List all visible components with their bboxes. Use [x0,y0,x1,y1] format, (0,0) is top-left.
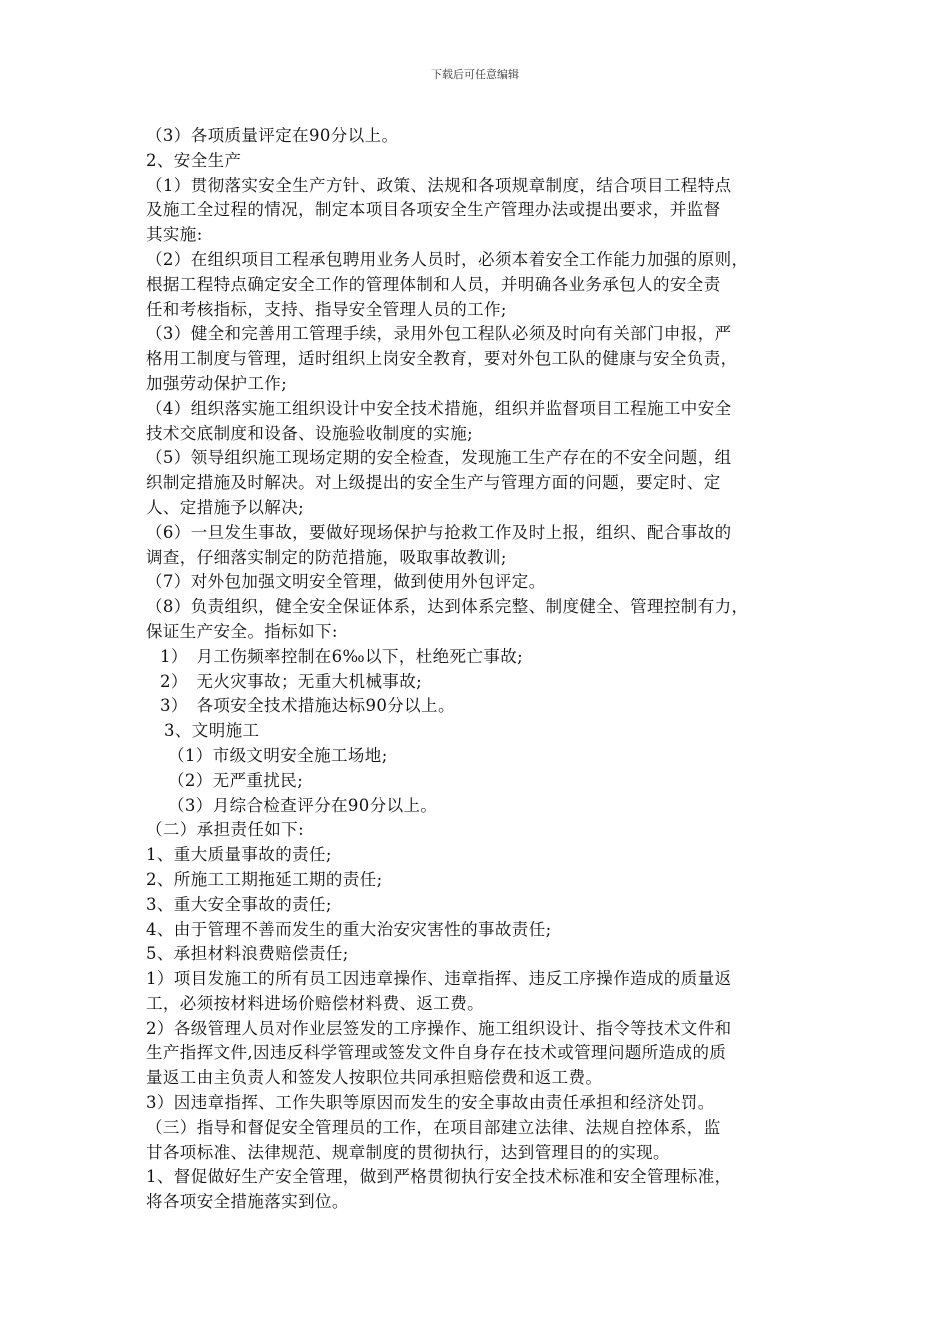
list-item: 5、承担材料浪费赔偿责任; [146,944,349,964]
list-item: 2、所施工工期拖延工期的责任; [146,869,383,889]
text-line: （6）一旦发生事故，要做好现场保护与抢救工作及时上报，组织、配合事故的 [146,522,732,542]
text-line: 加强劳动保护工作; [146,373,288,393]
text-line: 将各项安全措施落实到位。 [146,1192,349,1212]
text-line: 其实施: [146,225,203,245]
section-heading: 2、安全生产 [146,150,242,170]
text-line: （3）健全和完善用工管理手续，录用外包工程队必须及时向有关部门申报，严 [146,324,732,344]
text-line: 根据工程特点确定安全工作的管理体制和人员，并明确各业务承包人的安全责 [146,274,721,294]
text-line: 任和考核指标，支持、指导安全管理人员的工作; [146,299,507,319]
section-heading: 3、文明施工 [164,721,260,741]
text-line: 及施工全过程的情况，制定本项目各项安全生产管理办法或提出要求，并监督 [146,200,721,220]
text-line: 人、定措施予以解决; [146,497,305,517]
page-header: 下载后可任意编辑 [431,68,519,81]
text-line: 量返工由主负责人和签发人按职位共同承担赔偿费和返工费。 [146,1068,603,1088]
list-item: 1、重大质量事故的责任; [146,845,332,865]
section-heading: （三）指导和督促安全管理员的工作，在项目部建立法律、法规自控体系，监 [146,1117,721,1137]
text-line: （1）贯彻落实安全生产方针、政策、法规和各项规章制度，结合项目工程特点 [146,175,732,195]
text-line: 调查，仔细落实制定的防范措施，吸取事故教训; [146,547,507,567]
text-line: 生产指挥文件,因违反科学管理或签发文件自身存在技术或管理问题所造成的质 [146,1043,727,1063]
text-line: 甘各项标准、法律规范、规章制度的贯彻执行，达到管理目的的实现。 [146,1142,670,1162]
indicator-item: 1） 月工伤频率控制在6‰以下，杜绝死亡事故; [160,646,524,666]
section-heading: （二）承担责任如下: [146,820,305,840]
text-line: 1）项目发施工的所有员工因违章操作、违章指挥、违反工序操作造成的质量返 [146,969,732,989]
text-line: 织制定措施及时解决。对上级提出的安全生产与管理方面的问题，要定时、定 [146,473,721,493]
text-line: 2）各级管理人员对作业层签发的工序操作、施工组织设计、指令等技术文件和 [146,1018,732,1038]
list-item: 3、重大安全事故的责任; [146,894,332,914]
indicator-item: 2） 无火灾事故；无重大机械事故; [160,671,423,691]
text-line: 技术交底制度和设备、设施验收制度的实施; [146,423,474,443]
text-line: （2）在组织项目工程承包聘用业务人员时，必须本着安全工作能力加强的原则， [146,249,749,269]
text-line: （5）领导组织施工现场定期的安全检查，发现施工生产存在的不安全问题，组 [146,448,732,468]
text-line: （3）各项质量评定在90分以上。 [146,126,399,145]
document-body [146,124,826,1215]
list-item: （1）市级文明安全施工场地; [168,745,388,765]
list-item: （2）无严重扰民; [168,770,304,790]
text-line: （8）负责组织，健全安全保证体系，达到体系完整、制度健全、管理控制有力， [146,597,749,617]
indicator-item: 3） 各项安全技术措施达标90分以上。 [160,696,455,716]
text-line: 1、督促做好生产安全管理，做到严格贯彻执行安全技术标准和安全管理标准， [146,1167,732,1187]
text-line: （4）组织落实施工组织设计中安全技术措施，组织并监督项目工程施工中安全 [146,398,732,418]
text-line: 工，必须按材料进场价赔偿材料费、返工费。 [146,993,484,1013]
text-line: 保证生产安全。指标如下: [146,621,338,641]
text-line: （7）对外包加强文明安全管理，做到使用外包评定。 [146,572,546,592]
list-item: （3）月综合检查评分在90分以上。 [168,795,438,815]
text-line: 格用工制度与管理，适时组织上岗安全教育，要对外包工队的健康与安全负责， [146,349,738,369]
text-line: 3）因违章指挥、工作失职等原因而发生的安全事故由责任承担和经济处罚。 [146,1093,715,1113]
list-item: 4、由于管理不善而发生的重大治安灾害性的事故责任; [146,919,552,939]
